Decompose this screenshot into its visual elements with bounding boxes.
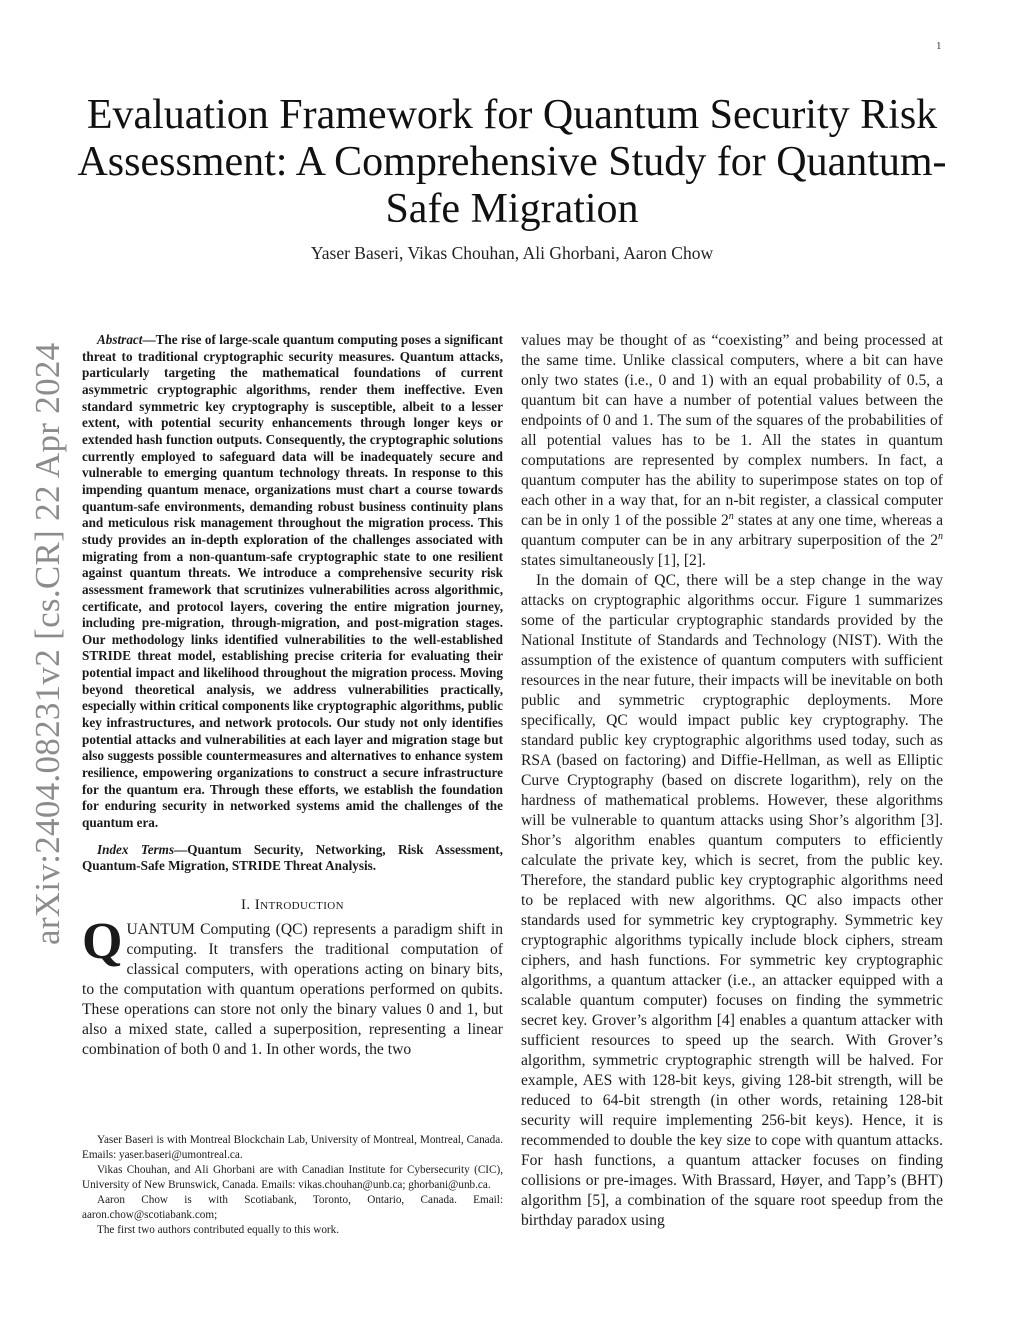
intro-paragraph-2: In the domain of QC, there will be a step change in the way attacks on cryptographic algorithms occur. Figure 1 summarizes some of the particular cryptographic standards provided by the National Institute of Standards and Technology (NIST). With the assumption of the existence of quantum computers with sufficient resources in the near future, their impacts will be inevitable on both public and symmetric cryptographic deployments. More specifically, QC would impact public key cryptography. The standard public key cryptographic algorithms used today, such as RSA (based on factoring) and Diffie-Hellman, as well as Elliptic Curve Cryptography (based on discrete logarithm), rely on the hardness of mathematical problems. However, these algorithms will be vulnerable to quantum attacks using Shor’s algorithm [3]. Shor’s algorithm enables quantum computers to efficiently calculate the private key, which is secret, from the public key. Therefore, the standard public key cryptographic algorithms need to be replaced with new algorithms. QC also impacts other standards used for symmetric key cryptography. Symmetric key cryptographic algorithms typically include block ciphers, stream ciphers, and hash functions. For symmetric key cryptographic algorithms, a quantum attacker (i.e., an attacker equipped with a scalable quantum computer) focuses on finding the symmetric secret key. Grover’s algorithm [4] enables a quantum attacker with sufficient resources to speed up the search. With Grover’s algorithm, symmetric cryptographic strength will be halved. For example, AES with 128-bit keys, giving 128-bit strength, will be reduced to 64-bit strength (in other words, retaining 128-bit security will require implementing 256-bit keys). Hence, it is recommended to double the key size to cope with quantum attacks. For hash functions, a quantum attacker focuses on finding collisions or pre-images. With Brassard, Høyer, and Tapp’s (BHT) algorithm [5], a combination of the square root speedup from the birthday paradox using	[521, 572, 943, 1229]
footnote-item: The first two authors contributed equally to this work.	[97, 1224, 340, 1236]
paragraph-text: states simultaneously [1], [2].	[521, 552, 706, 569]
section-heading-introduction: I. Introduction	[241, 897, 344, 913]
page-number: 1	[936, 40, 942, 52]
left-column	[82, 332, 503, 1060]
abstract-text: —The rise of large-scale quantum computing poses a significant threat to traditional cryptographic security measures. Quantum attacks, particularly targeting the mathematical foundations of current asymmetric cryptographic algorithms, render them ineffective. Even standard symmetric key cryptography is susceptible, albeit to a lesser extent, with potential security enhancements through longer keys or extended hash function outputs. Consequently, the cryptographic solutions currently employed to safeguard data will be inadequately secure and vulnerable to emerging quantum technology threats. In response to this impending quantum menace, organizations must chart a course towards quantum-safe environments, demanding robust business continuity plans and meticulous risk management throughout the migration process. This study provides an in-depth exploration of the challenges associated with migrating from a non-quantum-safe cryptographic state to one resilient against quantum threats. We introduce a comprehensive security risk assessment framework that scrutinizes vulnerabilities across algorithmic, certificate, and protocol layers, covering the entire migration journey, including pre-migration, through-migration, and post-migration stages. Our methodology links identified vulnerabilities to the well-established STRIDE threat model, establishing precise criteria for evaluating their potential impact and likelihood throughout the migration process. Moving beyond theoretical analysis, we address vulnerabilities practically, especially within critical components like cryptographic algorithms, public key infrastructures, and network protocols. Our study not only identifies potential attacks and vulnerabilities at each layer and migration stage but also suggests possible countermeasures and alternatives to enhance system resilience, empowering organizations to construct a secure infrastructure for the quantum era. Through these efforts, we establish the foundation for enduring security in networked systems amid the challenges of the quantum era.	[82, 332, 503, 831]
dropcap-letter: Q	[82, 913, 123, 970]
abstract	[82, 332, 503, 832]
right-column	[521, 331, 943, 1231]
intro-paragraph-1	[82, 913, 503, 1060]
superscript-n: n	[938, 530, 943, 542]
abstract-label: Abstract	[97, 332, 143, 347]
intro-paragraph-1-text: UANTUM Computing (QC) represents a paradigm shift in computing. It transfers the traditional computation of classical computers, with operations acting on binary bits, to the computation with quantum operations performed on qubits. These operations can store not only the binary values 0 and 1, but also a mixed state, called a superposition, representing a linear combination of both 0 and 1. In other words, the two	[82, 921, 503, 1058]
footnote-item: Vikas Chouhan, and Ali Ghorbani are with Canadian Institute for Cybersecurity (CIC), University of New Brunswick, Canada. Emails: vikas.chouhan@unb.ca; ghorbani@unb.ca.	[82, 1164, 503, 1191]
index-terms-label: Index Terms	[97, 841, 175, 857]
author-list: Yaser Baseri, Vikas Chouhan, Ali Ghorbani, Aaron Chow	[310, 243, 714, 263]
index-terms-text: —Quantum Security, Networking, Risk Assessment, Quantum-Safe Migration, STRIDE Threat Analysis.	[82, 841, 503, 874]
arxiv-identifier-stamp: arXiv:2404.08231v2 [cs.CR] 22 Apr 2024	[28, 342, 67, 945]
superscript-n: n	[728, 510, 734, 522]
paragraph-text: values may be thought of as “coexisting” and being processed at the same time. Unlike classical computers, where a bit can have only two states (i.e., 0 and 1) with an equal probability of 0.5, a quantum bit can have a number of potential values between the endpoints of 0 and 1. The sum of the squares of the probabilities of all potential values has to be 1. All the states in quantum computations are represented by complex numbers. In fact, a quantum computer has the ability to superimpose states on top of each other in a way that, for an n-bit register, a classical computer can be in only 1 of the possible 2	[521, 332, 943, 529]
footnote-item: Aaron Chow is with Scotiabank, Toronto, Ontario, Canada. Email: aaron.chow@scotiabank.com;	[82, 1194, 503, 1221]
intro-paragraph-1-continued	[521, 331, 943, 571]
footnote-item: Yaser Baseri is with Montreal Blockchain Lab, University of Montreal, Montreal, Canada. Emails: yaser.baseri@umontreal.ca.	[82, 1134, 503, 1161]
index-terms	[82, 842, 503, 875]
paragraph-text: states at any one time, whereas a quantum computer can be in any arbitrary superposition of the 2	[521, 512, 943, 549]
paper-title: Evaluation Framework for Quantum Security Risk Assessment: A Comprehensive Study for Quantum-Safe Migration	[77, 92, 947, 232]
author-footnotes	[82, 1133, 503, 1238]
